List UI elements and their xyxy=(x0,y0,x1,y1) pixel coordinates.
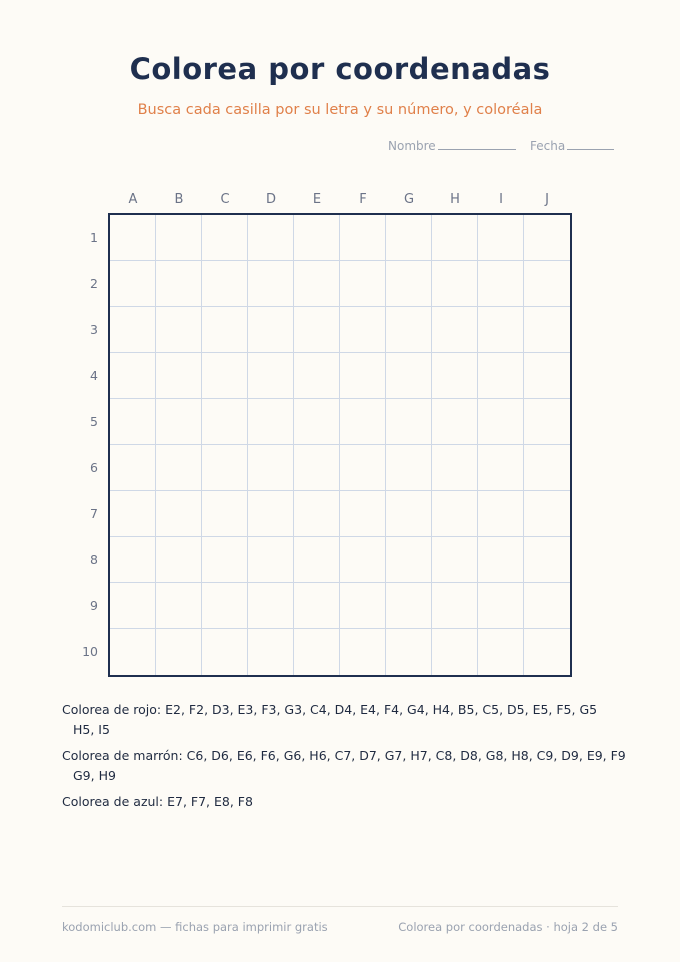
grid-cell[interactable] xyxy=(340,445,386,491)
grid-cell[interactable] xyxy=(202,583,248,629)
grid-cell[interactable] xyxy=(432,307,478,353)
grid-cell[interactable] xyxy=(340,399,386,445)
row-label: 5 xyxy=(90,414,98,429)
grid-cell[interactable] xyxy=(432,537,478,583)
grid-cell[interactable] xyxy=(110,445,156,491)
grid-cell[interactable] xyxy=(110,629,156,675)
grid-cell[interactable] xyxy=(524,215,570,261)
grid-cell[interactable] xyxy=(340,537,386,583)
page-subtitle: Busca cada casilla por su letra y su número, y coloréala xyxy=(137,102,543,118)
grid-cell[interactable] xyxy=(386,215,432,261)
grid-cell[interactable] xyxy=(110,399,156,445)
date-field[interactable] xyxy=(530,139,614,153)
grid-cell[interactable] xyxy=(156,629,202,675)
grid-cell[interactable] xyxy=(478,261,524,307)
grid-cell[interactable] xyxy=(478,307,524,353)
date-label: Fecha xyxy=(530,139,566,153)
grid-cell[interactable] xyxy=(110,307,156,353)
grid-cell[interactable] xyxy=(294,537,340,583)
row-label: 9 xyxy=(90,598,98,613)
grid-cell[interactable] xyxy=(156,353,202,399)
grid-cell[interactable] xyxy=(110,353,156,399)
grid-cell[interactable] xyxy=(386,583,432,629)
grid-cell[interactable] xyxy=(110,215,156,261)
row-label: 8 xyxy=(90,552,98,567)
grid-cell[interactable] xyxy=(524,445,570,491)
grid-cell[interactable] xyxy=(156,399,202,445)
grid-cell[interactable] xyxy=(340,583,386,629)
grid-cell[interactable] xyxy=(156,537,202,583)
grid-cell[interactable] xyxy=(202,307,248,353)
grid-cell[interactable] xyxy=(340,261,386,307)
grid-cell[interactable] xyxy=(294,353,340,399)
grid-cell[interactable] xyxy=(340,307,386,353)
grid-cell[interactable] xyxy=(432,629,478,675)
row-label: 6 xyxy=(90,460,98,475)
grid-cell[interactable] xyxy=(386,399,432,445)
grid-cell[interactable] xyxy=(478,445,524,491)
column-label: C xyxy=(220,192,230,207)
grid-cell[interactable] xyxy=(156,215,202,261)
instruction-cells-cont: H5, I5 xyxy=(73,722,110,737)
row-label: 4 xyxy=(90,368,98,383)
instruction-cells: C6, D6, E6, F6, G6, H6, C7, D7, G7, H7, C8, D8, G8, H8, C9, D9, E9, F9 xyxy=(186,748,626,763)
instruction-lead: Colorea de rojo: xyxy=(62,702,162,717)
grid-cell[interactable] xyxy=(432,215,478,261)
grid-cell[interactable] xyxy=(524,491,570,537)
grid-cell[interactable] xyxy=(524,399,570,445)
instruction-cells: E2, F2, D3, E3, F3, G3, C4, D4, E4, F4, G4, H4, B5, C5, D5, E5, F5, G5 xyxy=(165,702,598,717)
grid-cell[interactable] xyxy=(294,261,340,307)
grid-cell[interactable] xyxy=(248,583,294,629)
grid-cell[interactable] xyxy=(386,445,432,491)
column-label: H xyxy=(450,192,460,207)
grid-cell[interactable] xyxy=(432,399,478,445)
column-label: G xyxy=(403,192,415,207)
grid-cell[interactable] xyxy=(386,353,432,399)
coordinate-grid[interactable] xyxy=(108,213,572,677)
column-label: J xyxy=(545,192,549,207)
grid-cell[interactable] xyxy=(294,399,340,445)
grid-cell[interactable] xyxy=(110,583,156,629)
grid-cell[interactable] xyxy=(478,629,524,675)
name-line[interactable] xyxy=(438,139,516,150)
grid-cell[interactable] xyxy=(524,307,570,353)
column-label: A xyxy=(128,192,138,207)
grid-cell[interactable] xyxy=(524,537,570,583)
grid-cell[interactable] xyxy=(202,399,248,445)
grid-cell[interactable] xyxy=(294,307,340,353)
grid-cell[interactable] xyxy=(478,537,524,583)
grid-cell[interactable] xyxy=(248,629,294,675)
grid-cell[interactable] xyxy=(248,261,294,307)
grid-cell[interactable] xyxy=(432,491,478,537)
row-label: 7 xyxy=(90,506,98,521)
grid-cell[interactable] xyxy=(202,215,248,261)
grid-cell[interactable] xyxy=(432,445,478,491)
grid-cell[interactable] xyxy=(340,629,386,675)
grid-cell[interactable] xyxy=(432,583,478,629)
grid-cell[interactable] xyxy=(202,629,248,675)
grid-cell[interactable] xyxy=(340,491,386,537)
grid-cell[interactable] xyxy=(248,399,294,445)
grid-cell[interactable] xyxy=(110,261,156,307)
column-label: E xyxy=(312,192,322,207)
grid-cell[interactable] xyxy=(248,537,294,583)
footer-divider xyxy=(62,906,618,907)
grid-cell[interactable] xyxy=(386,537,432,583)
grid-cell[interactable] xyxy=(524,261,570,307)
grid-cell[interactable] xyxy=(340,215,386,261)
grid-cell[interactable] xyxy=(294,215,340,261)
grid-cell[interactable] xyxy=(156,491,202,537)
grid-cell[interactable] xyxy=(386,629,432,675)
grid-cell[interactable] xyxy=(524,629,570,675)
grid-cell[interactable] xyxy=(202,445,248,491)
grid-cell[interactable] xyxy=(248,491,294,537)
grid-cell[interactable] xyxy=(156,307,202,353)
grid-cell[interactable] xyxy=(524,583,570,629)
grid-cell[interactable] xyxy=(110,537,156,583)
grid-cell[interactable] xyxy=(340,353,386,399)
column-label: I xyxy=(499,192,503,207)
grid-cell[interactable] xyxy=(248,307,294,353)
page-title: Colorea por coordenadas xyxy=(129,52,551,86)
grid-cell[interactable] xyxy=(478,583,524,629)
column-label: D xyxy=(265,192,276,207)
grid-cell[interactable] xyxy=(294,445,340,491)
footer-right: Colorea por coordenadas · hoja 2 de 5 xyxy=(398,920,618,934)
instruction-blue xyxy=(62,792,632,812)
grid-cell[interactable] xyxy=(432,353,478,399)
grid-cell[interactable] xyxy=(294,583,340,629)
grid-cell[interactable] xyxy=(386,261,432,307)
instruction-lead: Colorea de marrón: xyxy=(62,748,183,763)
grid-cell[interactable] xyxy=(248,353,294,399)
date-line[interactable] xyxy=(567,139,614,150)
grid-cell[interactable] xyxy=(202,353,248,399)
instruction-red xyxy=(62,700,632,740)
grid-cell[interactable] xyxy=(294,491,340,537)
grid-cell[interactable] xyxy=(524,353,570,399)
grid-cell[interactable] xyxy=(248,445,294,491)
grid-cell[interactable] xyxy=(202,261,248,307)
grid-cell[interactable] xyxy=(110,491,156,537)
grid-cell[interactable] xyxy=(478,215,524,261)
column-label: B xyxy=(174,192,184,207)
grid-cell[interactable] xyxy=(156,583,202,629)
row-label: 3 xyxy=(90,322,98,337)
grid-cell[interactable] xyxy=(478,399,524,445)
grid-cell[interactable] xyxy=(156,445,202,491)
footer-left[interactable]: kodomiclub.com — fichas para imprimir gratis xyxy=(62,920,328,934)
grid-cell[interactable] xyxy=(478,353,524,399)
instruction-cells-cont: G9, H9 xyxy=(73,768,116,783)
grid-cell[interactable] xyxy=(202,537,248,583)
grid-cell[interactable] xyxy=(478,491,524,537)
row-label: 2 xyxy=(90,276,98,291)
grid-cell[interactable] xyxy=(294,629,340,675)
name-field[interactable] xyxy=(388,139,516,153)
grid-cell[interactable] xyxy=(432,261,478,307)
grid-cell[interactable] xyxy=(248,215,294,261)
row-label: 10 xyxy=(82,644,98,659)
grid-cell[interactable] xyxy=(386,307,432,353)
instruction-lead: Colorea de azul: xyxy=(62,794,164,809)
name-label: Nombre xyxy=(388,139,436,153)
grid-cell[interactable] xyxy=(156,261,202,307)
instruction-brown xyxy=(62,746,632,786)
grid-cell[interactable] xyxy=(202,491,248,537)
grid-cell[interactable] xyxy=(386,491,432,537)
row-label: 1 xyxy=(90,230,98,245)
instruction-cells: E7, F7, E8, F8 xyxy=(167,794,253,809)
column-label: F xyxy=(359,192,367,207)
